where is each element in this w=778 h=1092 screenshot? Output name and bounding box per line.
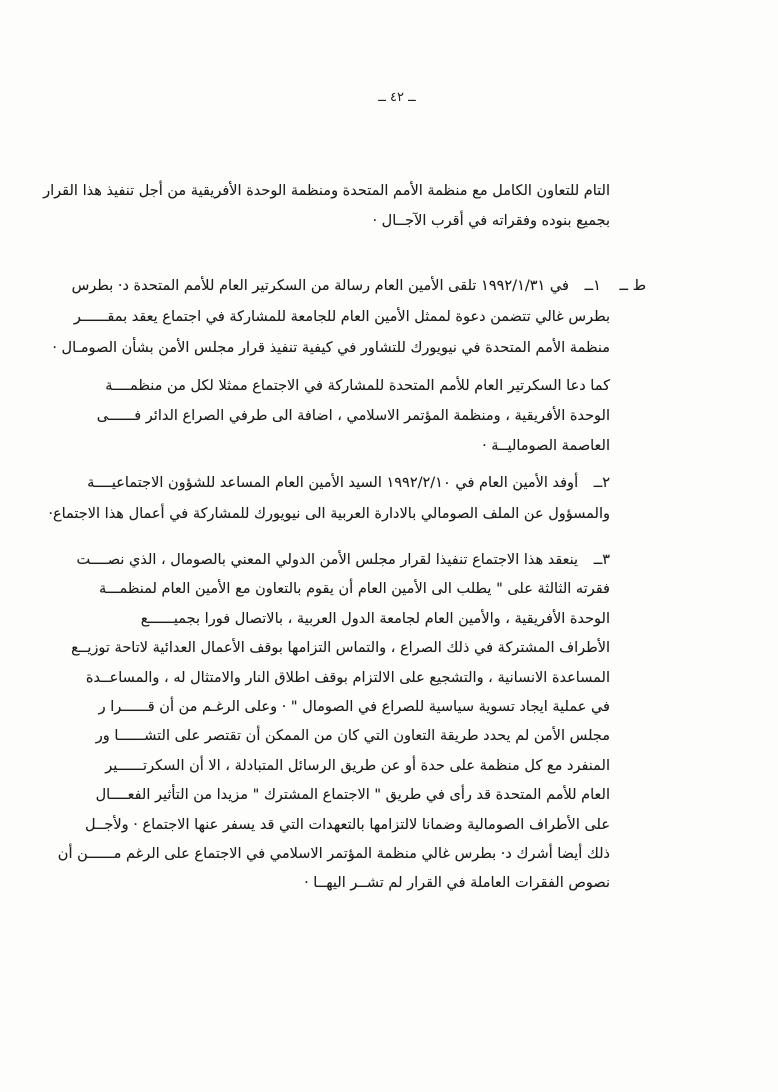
text-line: المنفرد مع كل منظمة على حدة أو عن طريق الرسائل المتبادلة ، الا أن السكرتــــــير xyxy=(105,757,610,774)
item-number: ٢ــ xyxy=(593,475,610,491)
text-line: مجلس الأمن لم يحدد طريقة التعاون التي كان من الممكن أن تقتصر على التشــــــا ور xyxy=(95,728,610,745)
item-text: أوفد الأمين العام في ١٩٩٢/٢/١٠ السيد الأمين العام المساعد للشؤون الاجتماعيــــة xyxy=(87,475,579,491)
text-line: على الأطراف الصومالية وضمانا لالتزامها بالتعهدات التي قد يسفر عنها الاجتماع · ولأجــل xyxy=(84,816,610,833)
list-item-1-subparagraph xyxy=(96,371,610,461)
list-item-2 xyxy=(48,468,610,530)
text-line: الوحدة الأفريقية ، ومنظمة المؤتمر الاسلامي ، اضافة الى طرفي الصراع الدائر فــــــى xyxy=(96,408,610,424)
text-line: الأطراف المشتركة في ذلك الصراع ، والتماس التزامها بوقف الأعمال العدائية لاتاحة توزيــع xyxy=(71,640,610,657)
text-line: في عملية ايجاد تسوية سياسية للصراع في الصومال " · وعلى الرغـم من أن قــــــرا ر xyxy=(98,699,610,716)
text-line: بطرس غالي تتضمن دعوة لممثل الأمين العام للجامعة للمشاركة في اجتماع يعقد بمقــــــر xyxy=(73,309,610,325)
text-line: كما دعا السكرتير العام للأمم المتحدة للمشاركة في الاجتماع ممثلا لكل من منظمــــة xyxy=(105,378,610,394)
text-line: نصوص الفقرات العاملة في القرار لم تشــر اليهــا · xyxy=(304,875,610,892)
text-line: المساعدة الانسانية ، والتشجيع على الالتزام بوقف اطلاق النار والامتثال له ، والمساعــدة xyxy=(85,669,610,686)
text-line: ذلك أيضا أشرك د· بطرس غالي منظمة المؤتمر الاسلامي في الاجتماع على الرغم مــــــن أن xyxy=(57,846,610,863)
text-line xyxy=(76,546,610,575)
intro-paragraph xyxy=(43,176,610,236)
item-text: ينعقد هذا الاجتماع تنفيذا لقرار مجلس الأمن الدولي المعني بالصومال ، الذي نصــــت xyxy=(76,552,579,568)
text-line: فقرته الثالثة على " يطلب الى الأمين العام أن يقوم بالتعاون مع الأمين العام لمنظمـــة xyxy=(98,581,610,598)
text-line: منظمة الأمم المتحدة في نيويورك للتشاور في كيفية تنفيذ قرار مجلس الأمن بشأن الصومـال · xyxy=(52,340,610,356)
text-line xyxy=(87,468,610,499)
list-item-1 xyxy=(52,271,646,364)
text-line: العام للأمم المتحدة قد رأى في طريق " الاجتماع المشترك " مزيدا من التأثير الفعــــال xyxy=(95,787,610,804)
page-number: ــ ٤٢ ــ xyxy=(378,90,416,105)
list-item-3 xyxy=(57,546,610,899)
item-number: ١ــ xyxy=(584,278,601,294)
item-text: في ١٩٩٢/١/٣١ تلقى الأمين العام رسالة من السكرتير العام للأمم المتحدة د· بطرس xyxy=(71,278,569,294)
text-line: والمسؤول عن الملف الصومالي بالادارة العربية الى نيويورك للمشاركة في أعمال هذا الاجتماع· xyxy=(48,506,610,522)
text-line: العاصمة الصوماليــة · xyxy=(482,438,610,454)
text-line: التام للتعاون الكامل مع منظمة الأمم المتحدة ومنظمة الوحدة الأفريقية من أجل تنفيذ هذا القرار xyxy=(43,183,610,199)
text-line: الوحدة الأفريقية ، والأمين العام لجامعة الدول العربية ، بالاتصال فورا بجميــــــع xyxy=(140,610,610,627)
item-number: ٣ــ xyxy=(593,552,610,568)
text-line xyxy=(72,271,646,302)
item-letter-marker: ط ــ xyxy=(619,278,646,294)
text-line: بجميع بنوده وفقراته في أقرب الآجــال · xyxy=(372,213,610,229)
